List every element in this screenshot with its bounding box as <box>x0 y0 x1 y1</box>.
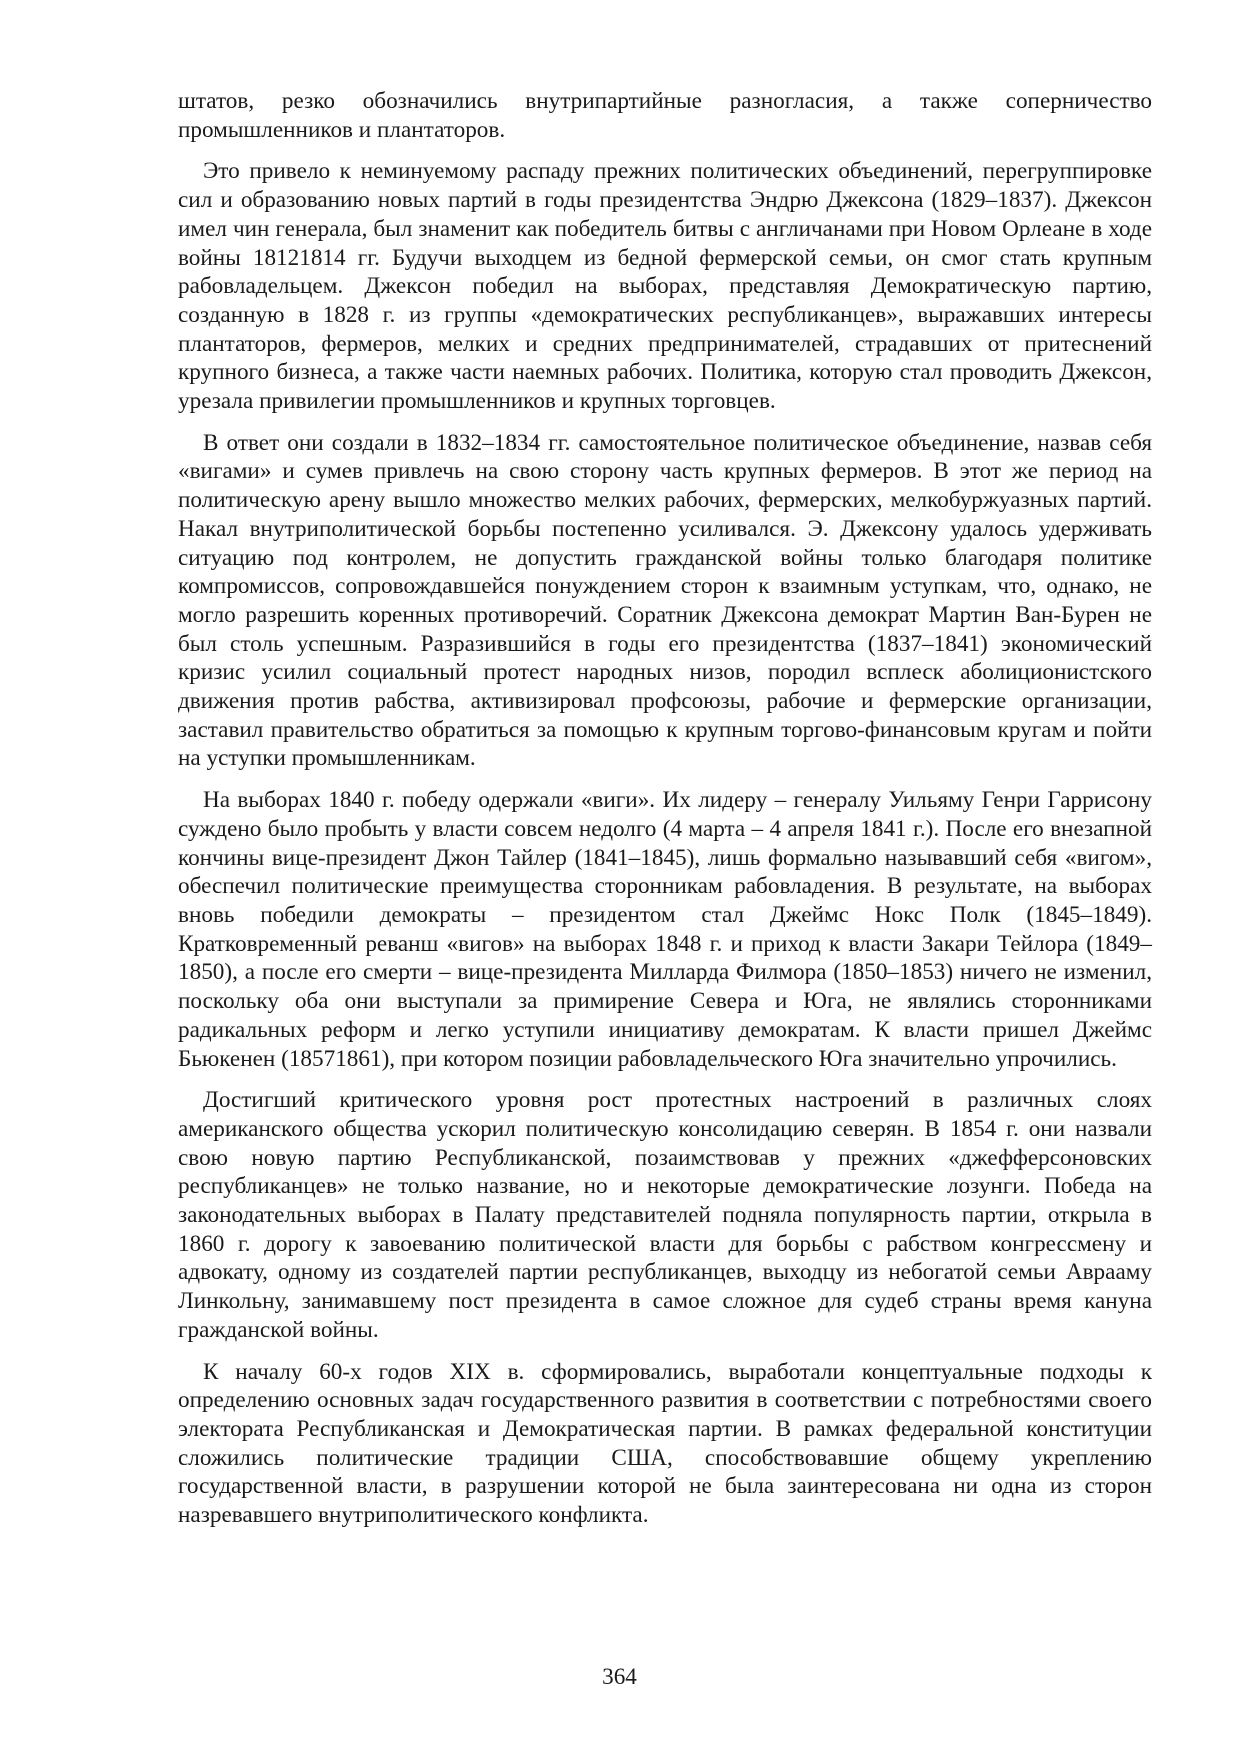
paragraph-6: К началу 60-х годов XIX в. сформировались, выработали концептуальные подходы к определению основных задач государственного развития в соответствии с потребностями своего электората Республиканская и Демократическая партии. В рамках федеральной конституции сложились политические традиции США, способствовавшие общему укреплению государственной власти, в разрушении которой не была заинтересована ни одна из сторон назревавшего внутриполитического конфликта. <box>178 1358 1152 1529</box>
paragraph-3: В ответ они создали в 1832–1834 гг. самостоятельное политическое объединение, назвав себя «вигами» и сумев привлечь на свою сторону часть крупных фермеров. В этот же период на политическую арену вышло множество мелких рабочих, фермерских, мелкобуржуазных партий. Накал внутриполитической борьбы постепенно усиливался. Э. Джексону удалось удерживать ситуацию под контролем, не допустить гражданской войны только благодаря политике компромиссов, сопровождавшейся понуждением сторон к взаимным уступкам, что, однако, не могло разрешить коренных противоречий. Соратник Джексона демократ Мартин Ван-Бурен не был столь успешным. Разразившийся в годы его президентства (1837–1841) экономический кризис усилил социальный протест народных низов, породил всплеск аболиционистского движения против рабства, активизировал профсоюзы, рабочие и фермерские организации, заставил правительство обратиться за помощью к крупным торгово-финансовым кругам и пойти на уступки промышленникам. <box>178 429 1152 772</box>
paragraph-2: Это привело к неминуемому распаду прежних политических объединений, перегруппировке сил и образованию новых партий в годы президентства Эндрю Джексона (1829–1837). Джексон имел чин генерала, был знаменит как победитель битвы с англичанами при Новом Орлеане в ходе войны 18121814 гг. Будучи выходцем из бедной фермерской семьи, он смог стать крупным рабовладельцем. Джексон победил на выборах, представляя Демократическую партию, созданную в 1828 г. из группы «демократических республиканцев», выражавших интересы плантаторов, фермеров, мелких и средних предпринимателей, страдавших от притеснений крупного бизнеса, а также части наемных рабочих. Политика, которую стал проводить Джексон, урезала привилегии промышленников и крупных торговцев. <box>178 158 1152 415</box>
paragraph-5: Достигший критического уровня рост протестных настроений в различных слоях американского общества ускорил политическую консолидацию северян. В 1854 г. они назвали свою новую партию Республиканской, позаимствовав у прежних «джефферсоновских республиканцев» не только название, но и некоторые демократические лозунги. Победа на законодательных выборах в Палату представителей подняла популярность партии, открыла в 1860 г. дорогу к завоеванию политической власти для борьбы с рабством конгрессмену и адвокату, одному из создателей партии республиканцев, выходцу из небогатой семьи Аврааму Линкольну, занимавшему пост президента в самое сложное для судеб страны время кануна гражданской войны. <box>178 1087 1152 1343</box>
paragraph-1: штатов, резко обозначились внутрипартийные разногласия, а также соперничество промышленников и плантаторов. <box>178 88 1152 143</box>
page-number: 364 <box>602 1664 637 1690</box>
paragraph-4: На выборах 1840 г. победу одержали «виги». Их лидеру – генералу Уильяму Генри Гаррисону суждено было пробыть у власти совсем недолго (4 марта – 4 апреля 1841 г.). После его внезапной кончины вице-президент Джон Тайлер (1841–1845), лишь формально называвший себя «вигом», обеспечил политические преимущества сторонникам рабовладения. В результате, на выборах вновь победили демократы – президентом стал Джеймс Нокс Полк (1845–1849). Кратковременный реванш «вигов» на выборах 1848 г. и приход к власти Закари Тейлора (1849–1850), а после его смерти – вице-президента Милларда Филмора (1850–1853) ничего не изменил, поскольку оба они выступали за примирение Севера и Юга, не являлись сторонниками радикальных реформ и легко уступили инициативу демократам. К власти пришел Джеймс Бьюкенен (18571861), при котором позиции рабовладельческого Юга значительно упрочились. <box>178 787 1152 1072</box>
body-text <box>178 87 1152 1543</box>
